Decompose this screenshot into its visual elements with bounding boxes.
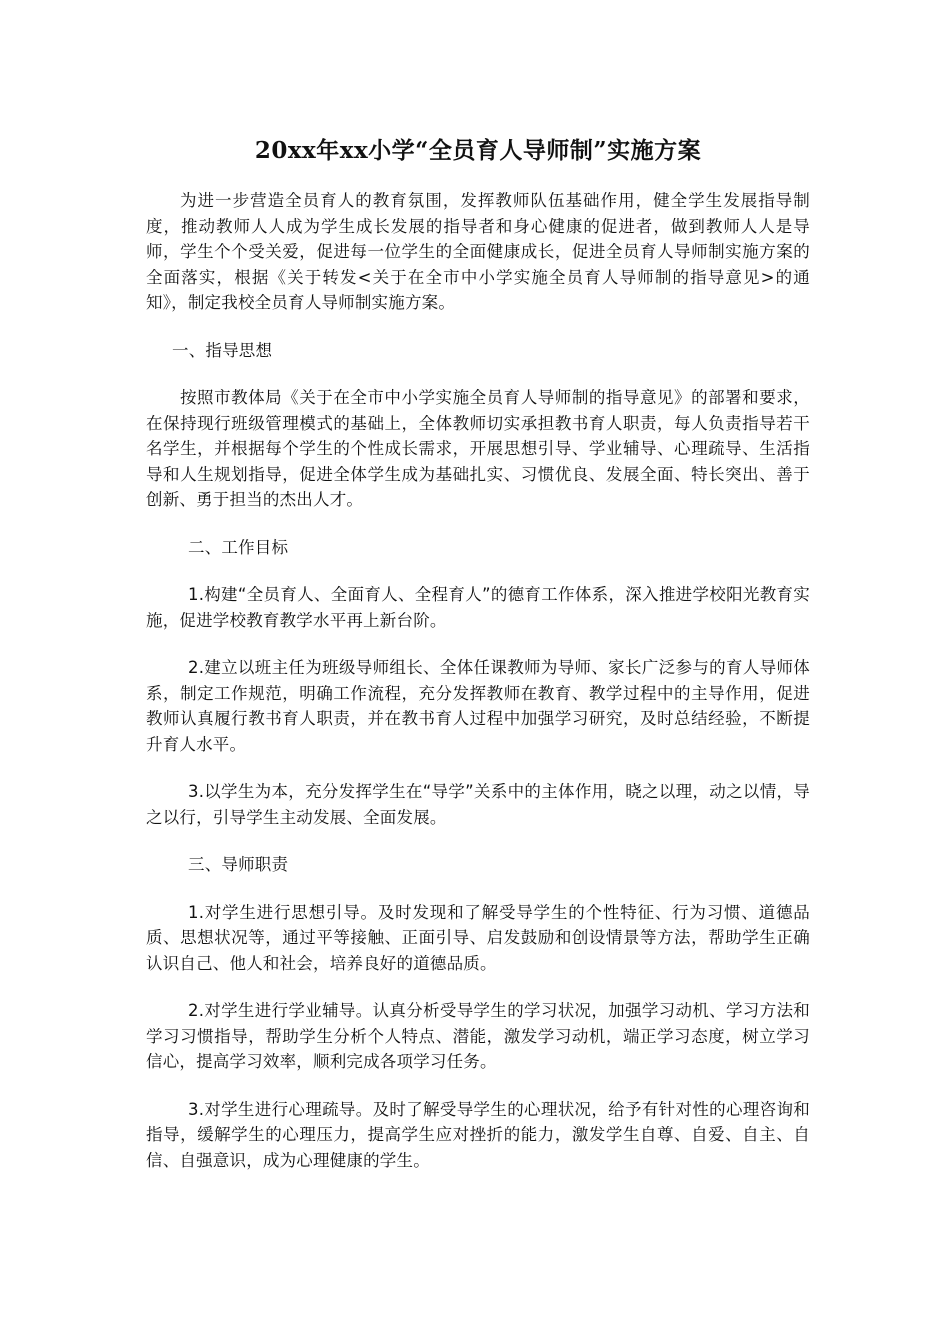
intro-paragraph: 为进一步营造全员育人的教育氛围，发挥教师队伍基础作用，健全学生发展指导制度，推动教师人人成为学生成长发展的指导者和身心健康的促进者，做到教师人人是导师，学生个个受关爱，促进每一位学生的全面健康成长，促进全员育人导师制实施方案的全面落实，根据《关于转发<关于在全市中小学实施全员育人导师制的指导意见>的通知》，制定我校全员育人导师制实施方案。: [146, 191, 810, 312]
work-goal-item-2: 2.建立以班主任为班级导师组长、全体任课教师为导师、家长广泛参与的育人导师体系，制定工作规范，明确工作流程，充分发挥教师在教育、教学过程中的主导作用，促进教师认真履行教书育人职责，并在教书育人过程中加强学习研究，及时总结经验，不断提升育人水平。: [146, 658, 810, 754]
section-heading-mentor-duties: 三、导师职责: [188, 855, 289, 874]
section-heading-work-goals: 二、工作目标: [188, 537, 289, 557]
mentor-duty-item-1: 1.对学生进行思想引导。及时发现和了解受导学生的个性特征、行为习惯、道德品质、思想状况等，通过平等接触、正面引导、启发鼓励和创设情景等方法，帮助学生正确认识自己、他人和社会，培养良好的道德品质。: [146, 902, 810, 973]
mentor-duty-item-3: 3.对学生进行心理疏导。及时了解受导学生的心理状况，给予有针对性的心理咨询和指导，缓解学生的心理压力，提高学生应对挫折的能力，激发学生自尊、自爱、自主、自信、自强意识，成为心理健康的学生。: [146, 1099, 810, 1170]
document-body: [146, 128, 810, 1195]
section-heading-guiding-ideology: 一、指导思想: [172, 340, 273, 360]
document-title: 20xx年xx小学“全员育人导师制”实施方案: [254, 137, 702, 164]
work-goal-item-1: 1.构建“全员育人、全面育人、全程育人”的德育工作体系，深入推进学校阳光教育实施，促进学校教育教学水平再上新台阶。: [146, 585, 810, 630]
guiding-ideology-paragraph: 按照市教体局《关于在全市中小学实施全员育人导师制的指导意见》的部署和要求，在保持现行班级管理模式的基础上，全体教师切实承担教书育人职责，每人负责指导若干名学生，并根据每个学生的个性成长需求，开展思想引导、学业辅导、心理疏导、生活指导和人生规划指导，促进全体学生成为基础扎实、习惯优良、发展全面、特长突出、善于创新、勇于担当的杰出人才。: [146, 388, 810, 509]
work-goal-item-3: 3.以学生为本，充分发挥学生在“导学”关系中的主体作用，晓之以理，动之以情，导之以行，引导学生主动发展、全面发展。: [146, 782, 810, 827]
mentor-duty-item-2: 2.对学生进行学业辅导。认真分析受导学生的学习状况，加强学习动机、学习方法和学习习惯指导，帮助学生分析个人特点、潜能，激发学习动机，端正学习态度，树立学习信心，提高学习效率，顺利完成各项学习任务。: [146, 1001, 810, 1071]
